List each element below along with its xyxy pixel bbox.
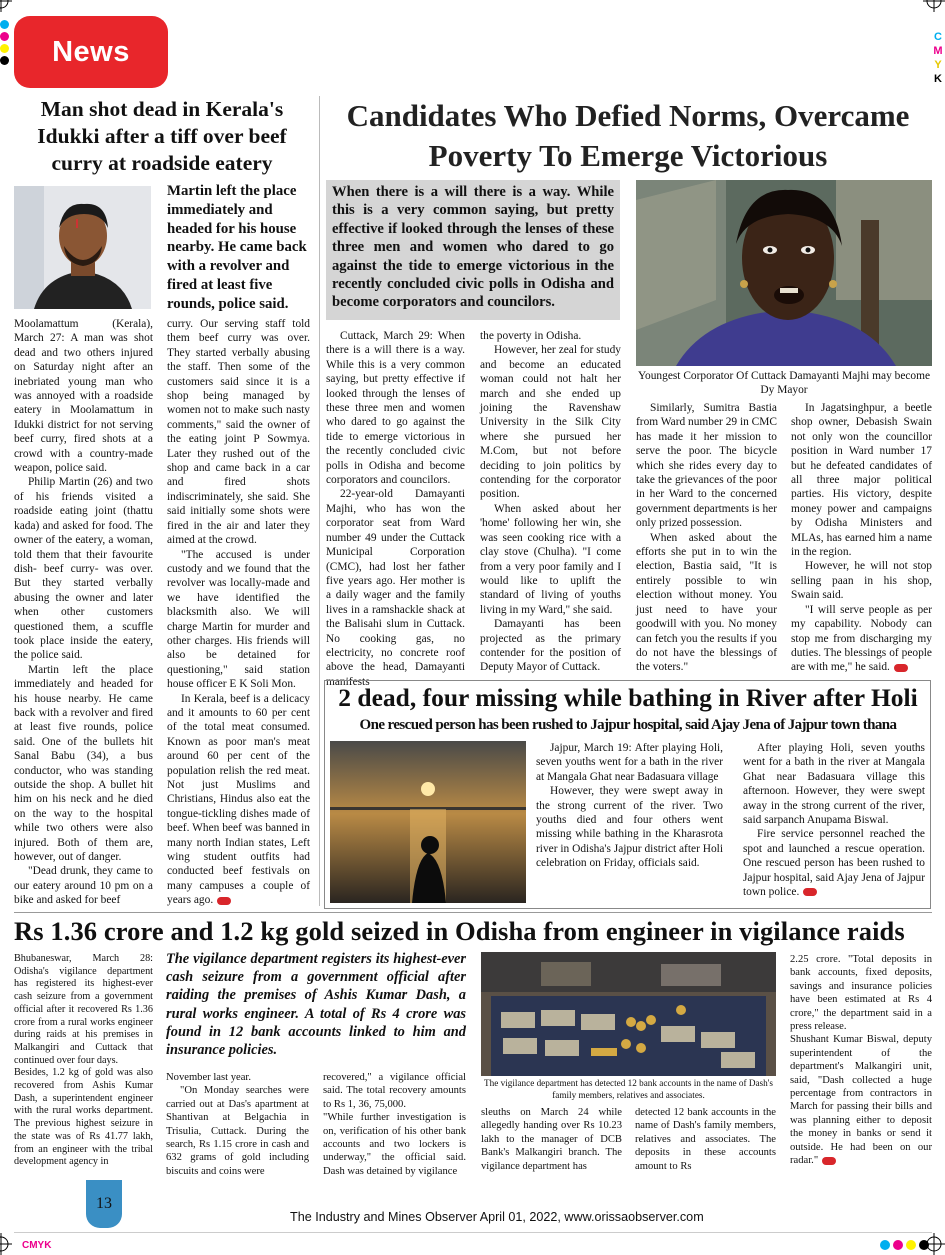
- story2-column-3: Similarly, Sumitra Bastia from Ward number 29 in CMC has made it her mission to serve the poor. The bicycle which she rides every day to take the grievances of the poor in her Ward to the concerned government departments is her only prized possession. When asked about the efforts she put in to win the election, Bastia said, "It is entirely possible to win election without money. You just need to have your goodwill with you. No money can fetch you the results if you do not have the blessings of the voters.": [636, 402, 780, 674]
- story3-column-1: Jajpur, March 19: After playing Holi, seven youths went for a bath in the river at Mangala Ghat near Badasuara village However, they were swept away in the strong current of the river. Two youths died and four others went missing while bathing in the Kharasrota river in Odisha's Jajpur district after Holi celebration on Friday, officials said.: [536, 742, 726, 870]
- section-divider: [14, 912, 932, 913]
- footer-rule: [14, 1232, 932, 1233]
- story2-photo-corporator: [636, 180, 932, 366]
- cmyk-label-bottom: CMYK: [22, 1240, 52, 1251]
- story3-headline: 2 dead, four missing while bathing in River after Holi: [338, 683, 918, 712]
- story2-column-4: In Jagatsinghpur, a beetle shop owner, Debasish Swain not only won the councillor position in Ward number 17 but he defeated candidates of all three major political parties. His victory, despite money power and campaigns by Odisha Ministers and MLAs, has earned him a name in the region. However, he will not stop selling paan in his shop, Swain said. "I will serve people as per my capability. Nobody can stop me from discharging my duties. The blessings of people are with me," he said.: [791, 402, 935, 674]
- story4-column-2: November last year. "On Monday searches were carried out at Das's apartment at Shantivan at Belgachia in Trisulia, Cuttack. During the search, Rs 1.15 crore in cash and 632 grams of gold including biscuits and coins were: [166, 1072, 312, 1177]
- registration-mark-icon: [923, 0, 945, 12]
- end-mark-icon: [822, 1157, 836, 1165]
- story4-column-3: recovered," a vigilance official said. The total recovery amounts to Rs 1, 36, 75,000. "While further investigation is on, verification of his other bank accounts and two lockers is underway," the official said. Dash was detained by vigilance: [323, 1072, 469, 1177]
- story4-photo-caption: The vigilance department has detected 12 bank accounts in the name of Dash's family members, relatives and associates.: [484, 1078, 773, 1100]
- story4-pullquote: The vigilance department registers its highest-ever cash seizure from a government official after raiding the premises of Ashis Kumar Dash, a rural works engineer. A total of Rs 4 crore was found in 12 bank accounts linked to him and insurance policies.: [166, 951, 466, 1059]
- story1-column-1: Moolamattum (Kerala), March 27: A man was shot dead and two others injured on Saturday night after an inebriated young man who was annoyed with a roadside eatery in Moolamattum in Idukki district for not serving beef curry, fired shots at a crowd with a country-made weapon, police said. Philip Martin (26) and two of his friends visited a roadside eating joint (thattu kada) and asked for food. The owner of the eatery, a woman, told them that their favourite dish- beef curry- was over. But they started verbally abusing the owner and later when other customers questioned them, a scuffle took place inside the eatery, the police said. Martin left the place immediately and headed for his house nearby. He came back with a revolver and fired at least five rounds, police said. One of the bullets hit Sanal Babu (34), a bus conductor, who was standing outside the shop. A bullet hit him on his neck and he died on the way to the hospital while two others were also injured. Both of them are, however, out of danger. "Dead drunk, they came to our eatery around 10 pm on a bike and asked for beef: [14, 318, 156, 907]
- footer-text: The Industry and Mines Observer April 01, 2022, www.orissaobserver.com: [290, 1210, 704, 1224]
- end-mark-icon: [803, 888, 817, 896]
- story1-photo-man: [14, 186, 151, 309]
- story3-subhead: One rescued person has been rushed to Jajpur hospital, said Ajay Jena of Jajpur town thana: [359, 717, 897, 733]
- story1-headline: Man shot dead in Kerala's Idukki after a tiff over beef curry at roadside eatery: [37, 97, 287, 175]
- story2-intro-box: When there is a will there is a way. While this is a very common saying, but pretty effective if looked through the lenses of these three men and women who dared to go against the tide to emerge victorious in the recently concluded civic polls in Odisha and become corporators and councilors.: [326, 180, 620, 320]
- registration-mark-icon: [0, 1233, 12, 1255]
- column-divider: [319, 96, 320, 906]
- page-number: 13: [96, 1195, 112, 1212]
- story1-column-2: curry. Our serving staff told them beef curry was over. They started verbally abusing the staff. Then some of the customers said since it is a shop being managed by women not to make such nasty comments," said the owner of the eating joint P Sowmya. Later they rushed out of the shop and came back in a car and fired shots indiscriminately, she said. She said initially some shots were fired in the air and later they aimed at the crowd. "The accused is under custody and we found that the revolver was locally-made and we have identified the blacksmith also. We will charge Martin for murder and other charges. His friends will also be detained for questioning," said station house officer E K Soli Mon. In Kerala, beef is a delicacy and it amounts to 60 per cent of the total meat consumed. Known as poor man's meat around 60 per cent of the population relish the red meat. Not just Muslims and Christians, Hindus also eat the tongue-tickling dishes made of beef. When beef was banned in many north Indian states, Left wing student outfits had conducted beef festivals on many campuses a couple of years ago.: [167, 318, 313, 907]
- story4-column-4: sleuths on March 24 while allegedly handing over Rs 10.23 lakh to the manager of DCB Bank's Malkangiri branch. The vigilance department has: [481, 1107, 625, 1172]
- story2-column-2: the poverty in Odisha. However, her zeal for study and become an educated woman could not halt her march and she ended up joining the Ravenshaw University in the Silk City where she pursued her M.Com, but not before deciding to join politics by contending for the corporator position. When asked about her 'home' following her win, she was seen cooking rice with a clay stove (Chulha). "I come from a very poor family and I would like to uplift the standard of living of youths living in my Ward," she said. Damayanti has been projected as the primary contender for the position of Deputy Mayor of Cuttack.: [480, 330, 624, 674]
- end-mark-icon: [217, 897, 231, 905]
- section-tab-news: News: [14, 16, 168, 88]
- footer-page-badge: [86, 1180, 122, 1228]
- story4-headline: Rs 1.36 crore and 1.2 kg gold seized in Odisha from engineer in vigilance raids: [14, 916, 905, 946]
- color-dots-left: [0, 20, 10, 65]
- registration-mark-icon: [0, 0, 12, 12]
- story3-photo-river: [330, 741, 526, 903]
- story3-column-2: After playing Holi, seven youths went for a bath in the river at Mangala Ghat near Badasuara village this afternoon. However, they were swept away in the strong current of the river, said sarpanch Anupama Biswal. Fire service personnel reached the spot and launched a rescue operation. One rescued person has been rushed to Jajpur hospital, said Ajay Jena of Jajpur town police.: [743, 742, 928, 899]
- story4-column-5: detected 12 bank accounts in the name of Dash's family members, relatives and associates. The deposits in these accounts amount to Rs: [635, 1107, 779, 1172]
- story4-photo-seized-cash: [481, 952, 776, 1076]
- story4-column-1: Bhubaneswar, March 28: Odisha's vigilance department has registered its highest-ever cash seizure from a government official after it recovered Rs 1.36 crore from a rural works engineer during raids at his premises in Malkangiri and Cuttack that continued over four days. Besides, 1.2 kg of gold was also recovered from Ashis Kumar Dash, a superintendent engineer with the rural works department. The previous highest seizure in the state was of Rs 41.77 lakh, from an engineer with the tribal development agency in: [14, 953, 156, 1168]
- story2-photo-caption: Youngest Corporator Of Cuttack Damayanti Majhi may become Dy Mayor: [637, 370, 931, 396]
- end-mark-icon: [894, 664, 908, 672]
- story4-column-6: 2.25 crore. "Total deposits in bank accounts, fixed deposits, savings and insurance policies have been estimated at Rs 4 crore," the department said in a press release. Shushant Kumar Biswal, deputy superintendent of the department's Malkangiri unit, said, "Dash collected a huge percentage from contractors in March for passing their bills and was planning either to deposit the money in banks or send it outside. He had been on our radar.": [790, 954, 935, 1167]
- color-dots-bottom: [880, 1240, 929, 1250]
- story2-column-1: Cuttack, March 29: When there is a will there is a way. While this is a very common saying, but pretty effective if looked through the lenses of these three men and women who dared to go against the tide to emerge victorious in the recently concluded civic polls in Odisha and become corporators and councilors. 22-year-old Damayanti Majhi, who has won the corporator seat from Ward number 49 under the Cuttack Municipal Corporation (CMC), had lost her father five years ago. Her mother is a daily wager and the family lives in a ramshackle shack at the Balisahi slum in Cuttack. No cooking gas, no electricity, no concrete roof above the head, Damayanti manifests: [326, 330, 468, 688]
- story2-headline: Candidates Who Defied Norms, Overcame Poverty To Emerge Victorious: [346, 98, 910, 173]
- story1-pullquote: Martin left the place immediately and headed for his house nearby. He came back with a revolver and fired at least five rounds, police said.: [167, 183, 307, 312]
- cmyk-label-top: C M Y K: [933, 31, 943, 85]
